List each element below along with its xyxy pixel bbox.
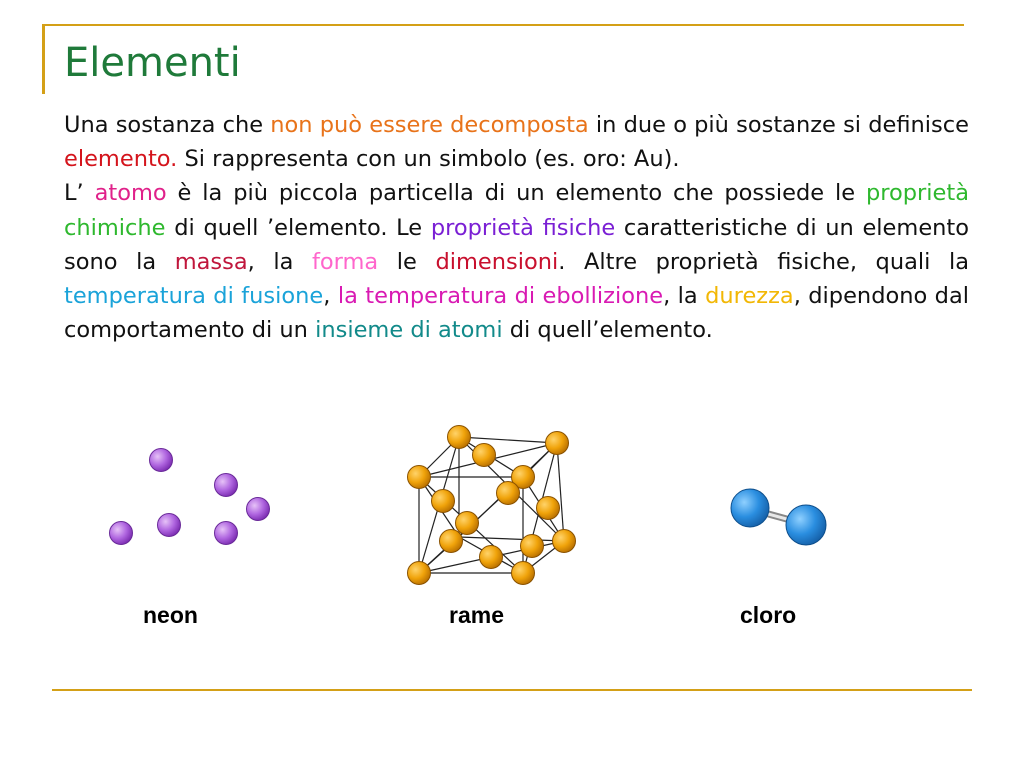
highlighted-term: durezza: [705, 283, 794, 310]
highlighted-term: elemento.: [64, 146, 178, 173]
neon-atom: [247, 498, 270, 521]
caption-cloro: cloro: [740, 602, 797, 628]
text-run: Una sostanza che: [64, 112, 271, 138]
text-run: in due o più sostanze si definisce: [588, 112, 969, 138]
copper-atom: [546, 432, 569, 455]
highlighted-term: dimensioni: [435, 248, 559, 275]
neon-atom: [150, 449, 173, 472]
caption-neon: neon: [143, 602, 198, 628]
text-run: le: [378, 248, 436, 275]
neon-atoms-illustration: [110, 449, 270, 545]
highlighted-term: atomo: [94, 180, 167, 207]
text-run: caratteristiche di un elemento sono la: [64, 214, 970, 275]
copper-atom: [408, 466, 431, 489]
copper-atom: [448, 426, 471, 449]
copper-atom: [480, 546, 503, 569]
copper-atom: [537, 497, 560, 520]
highlighted-term: non può essere decomposta: [270, 112, 589, 138]
highlighted-term: insieme di atomi: [315, 317, 503, 344]
slide-title: Elementi: [64, 40, 241, 86]
text-run: è la più piccola particella di un elemento che possiede le: [166, 180, 866, 207]
text-run: L’: [64, 180, 95, 207]
highlighted-term: proprietà fisiche: [430, 214, 616, 241]
text-run: . Altre proprietà fisiche, quali la: [558, 248, 969, 275]
highlighted-term: proprietà chimiche: [64, 180, 970, 241]
text-run: ,: [323, 283, 338, 310]
caption-rame: rame: [449, 602, 504, 628]
chlorine-molecule-illustration: [731, 489, 826, 545]
copper-atom: [497, 482, 520, 505]
copper-atom: [553, 530, 576, 553]
copper-atom: [440, 530, 463, 553]
highlighted-term: massa: [174, 248, 248, 275]
copper-atom: [456, 512, 479, 535]
chlorine-atom: [731, 489, 769, 527]
text-run: Si rappresenta con un simbolo (es. oro: Au).: [177, 146, 680, 173]
neon-atom: [158, 514, 181, 537]
copper-atom: [408, 562, 431, 585]
neon-atom: [215, 522, 238, 545]
copper-atom: [432, 490, 455, 513]
highlighted-term: forma: [311, 248, 379, 275]
neon-atom: [215, 474, 238, 497]
copper-atom: [521, 535, 544, 558]
text-run: , la: [247, 248, 312, 275]
highlighted-term: la temperatura di ebollizione: [337, 283, 664, 310]
text-run: di quell ’elemento. Le: [165, 214, 431, 241]
chlorine-atom: [786, 505, 826, 545]
neon-atom: [110, 522, 133, 545]
highlighted-term: temperatura di fusione: [64, 283, 324, 310]
text-run: , la: [663, 283, 706, 310]
copper-atom: [512, 562, 535, 585]
text-run: , dipendono dal comportamento di un: [64, 283, 969, 344]
copper-atom: [473, 444, 496, 467]
text-run: di quell’elemento.: [502, 317, 713, 344]
